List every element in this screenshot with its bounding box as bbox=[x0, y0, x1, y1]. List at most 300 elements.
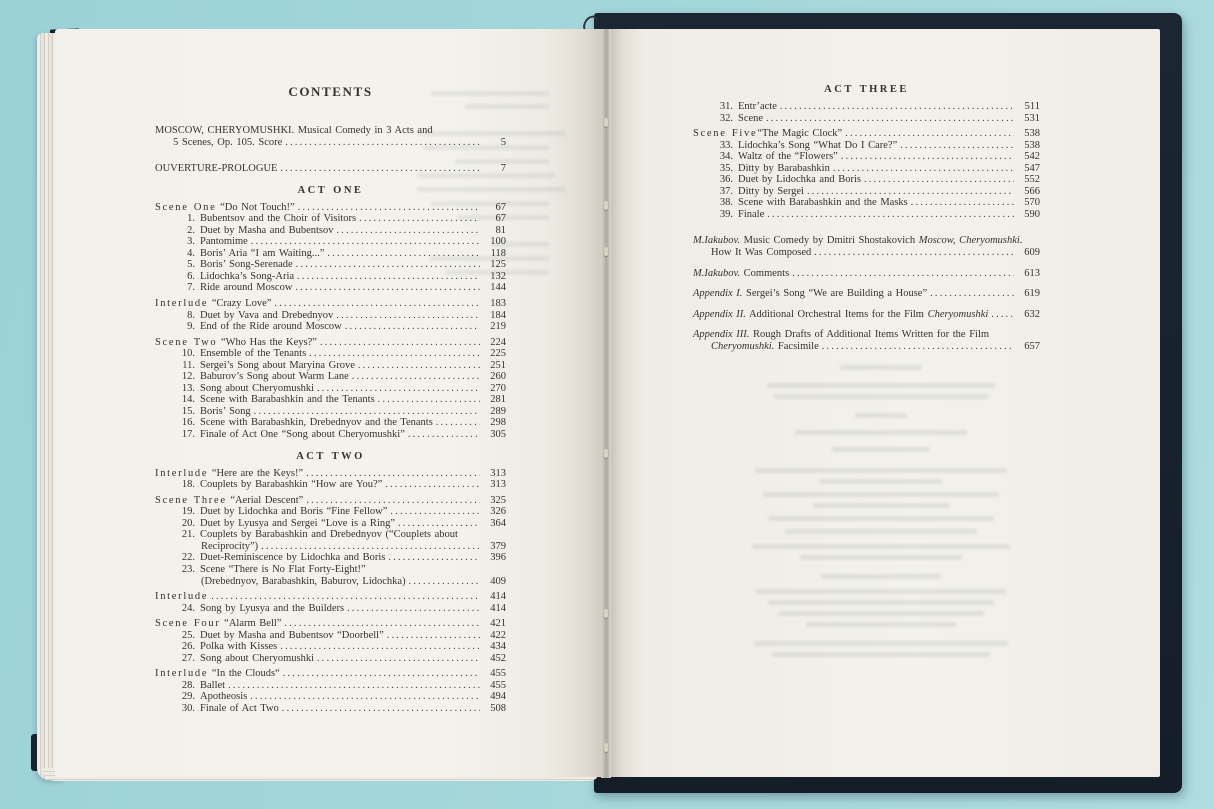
entry-title: Song by Lyusya and the Builders bbox=[200, 602, 345, 614]
item-number: 11. bbox=[182, 359, 195, 371]
show-through-line bbox=[855, 413, 907, 418]
toc-entry bbox=[693, 309, 1040, 321]
item-number: 18. bbox=[181, 479, 195, 491]
entry-title: Ditty by Barabashkin bbox=[738, 162, 830, 174]
page-number: 511 bbox=[1024, 101, 1040, 112]
dot-leader bbox=[280, 163, 480, 175]
item-number: 29. bbox=[181, 691, 195, 703]
dot-leader bbox=[298, 202, 480, 214]
page-number: 538 bbox=[1024, 139, 1040, 151]
dot-leader bbox=[845, 128, 1014, 140]
left-page bbox=[55, 29, 601, 777]
page-number: 422 bbox=[490, 629, 506, 641]
page-number: 657 bbox=[1024, 340, 1040, 352]
entry-title: Scene “There is No Flat Forty-Eight!” bbox=[200, 563, 366, 575]
toc-entry bbox=[155, 202, 506, 214]
toc-entry bbox=[693, 268, 1040, 280]
stitch-thread bbox=[604, 449, 608, 458]
dot-leader bbox=[807, 186, 1014, 198]
show-through-line bbox=[832, 447, 930, 452]
item-number: 23. bbox=[181, 563, 195, 575]
toc-item bbox=[155, 248, 506, 260]
item-number: 39. bbox=[719, 208, 733, 220]
page-number: 409 bbox=[490, 575, 506, 587]
dot-leader bbox=[285, 137, 480, 149]
dot-leader bbox=[282, 703, 480, 715]
toc-item bbox=[155, 417, 506, 429]
page-number: 552 bbox=[1024, 174, 1040, 186]
toc-item bbox=[155, 371, 506, 383]
item-number: 33. bbox=[719, 139, 733, 151]
show-through-line bbox=[820, 479, 942, 484]
toc-item bbox=[155, 641, 506, 653]
item-number: 14. bbox=[181, 394, 195, 406]
toc-item bbox=[155, 282, 506, 294]
item-number: 35. bbox=[719, 162, 733, 174]
page-number: 260 bbox=[490, 371, 506, 383]
dot-leader bbox=[345, 321, 480, 333]
show-through-line bbox=[778, 611, 984, 616]
page-number: 270 bbox=[490, 382, 506, 394]
entry-title: Boris’ Song-Serenade bbox=[200, 259, 293, 271]
stitch-thread bbox=[604, 201, 608, 210]
item-number: 22. bbox=[181, 552, 195, 564]
dot-leader bbox=[336, 310, 480, 322]
entry-title: Duet by Vava and Drebednyov bbox=[200, 309, 334, 321]
page-number: 531 bbox=[1024, 112, 1040, 124]
entry-title: Cheryomushki. Facsimile bbox=[711, 340, 819, 352]
entry-title: Duet by Masha and Bubentsov bbox=[200, 224, 334, 236]
toc-item bbox=[155, 310, 506, 322]
entry-title: Ride around Moscow bbox=[200, 282, 293, 294]
entry-title: Reciprocity”) bbox=[201, 540, 259, 552]
entry-title: Boris’ Song bbox=[200, 405, 251, 417]
page-number: 570 bbox=[1024, 197, 1040, 209]
item-number: 25. bbox=[181, 629, 195, 641]
page-number: 542 bbox=[1024, 151, 1040, 163]
page-number: 414 bbox=[490, 602, 506, 614]
dot-leader bbox=[388, 552, 480, 564]
page-number: 219 bbox=[490, 321, 506, 333]
stitch-thread bbox=[604, 247, 608, 256]
toc-entry bbox=[155, 137, 506, 149]
toc-entry bbox=[155, 591, 506, 603]
dot-leader bbox=[767, 209, 1014, 221]
entry-title: Duet by Lidochka and Boris bbox=[738, 174, 861, 186]
toc-item bbox=[155, 518, 506, 530]
page-number: 184 bbox=[490, 309, 506, 321]
entry-title: Couplets by Barabashkin “How are You?” bbox=[200, 479, 383, 491]
item-number: 8. bbox=[187, 309, 195, 321]
act-heading: ACT THREE bbox=[824, 84, 909, 95]
entry-title: Scene Three “Aerial Descent” bbox=[155, 494, 304, 506]
entry-title: Finale of Act Two bbox=[200, 702, 279, 714]
item-number: 1. bbox=[187, 213, 195, 225]
toc-item bbox=[155, 703, 506, 715]
page-number: 144 bbox=[490, 282, 506, 294]
entry-title: Duet by Lyusya and Sergei “Love is a Ring” bbox=[200, 517, 396, 529]
dot-leader bbox=[387, 630, 480, 642]
page-number: 590 bbox=[1024, 208, 1040, 220]
entry-title: Scene with Barabashkin and the Tenants bbox=[200, 394, 375, 406]
toc-item bbox=[693, 151, 1040, 163]
show-through-line bbox=[756, 589, 1006, 594]
entry-title: Apotheosis bbox=[200, 691, 248, 703]
show-through-line bbox=[754, 641, 1008, 646]
item-number: 21. bbox=[181, 529, 195, 541]
entry-title: Interlude “Crazy Love” bbox=[155, 298, 272, 310]
dot-leader bbox=[358, 360, 480, 372]
show-through-line bbox=[795, 430, 967, 435]
act-heading: ACT ONE bbox=[297, 184, 364, 196]
show-through-line bbox=[821, 574, 941, 579]
entry-title: Bubentsov and the Choir of Visitors bbox=[200, 213, 357, 225]
toc-entry bbox=[155, 468, 506, 480]
dot-leader bbox=[274, 298, 480, 310]
show-through-line bbox=[800, 555, 962, 560]
item-number: 5. bbox=[187, 259, 195, 271]
show-through-line bbox=[806, 622, 956, 627]
page-number: 421 bbox=[490, 618, 506, 630]
page-number: 613 bbox=[1024, 267, 1040, 279]
entry-title: (Drebednyov, Barabashkin, Baburov, Lidochka) bbox=[201, 575, 406, 587]
toc-entry bbox=[155, 618, 506, 630]
page-number: 298 bbox=[490, 417, 506, 429]
item-number: 10. bbox=[181, 348, 195, 360]
page-number: 67 bbox=[495, 213, 506, 225]
dot-leader bbox=[295, 282, 480, 294]
entry-title: How It Was Composed bbox=[711, 247, 812, 259]
show-through-line bbox=[774, 394, 988, 399]
stitch-thread bbox=[604, 118, 608, 127]
entry-title: Ditty by Sergei bbox=[738, 185, 804, 197]
page-number: 7 bbox=[500, 163, 506, 175]
dot-leader bbox=[297, 271, 480, 283]
entry-title: M.Iakubov. Comments bbox=[693, 267, 790, 279]
entry-title: Appendix I. Sergei’s Song “We are Building a House” bbox=[693, 288, 928, 300]
entry-title: Song about Cheryomushki bbox=[200, 652, 314, 664]
toc-item bbox=[155, 552, 506, 564]
entry-title: Sergei’s Song about Maryina Grove bbox=[200, 359, 355, 371]
page-number: 434 bbox=[490, 641, 506, 653]
page-number: 305 bbox=[490, 429, 506, 441]
entry-title: Interlude bbox=[155, 591, 209, 603]
page-number: 313 bbox=[490, 479, 506, 491]
entry-title: Interlude “In the Clouds“ bbox=[155, 668, 280, 680]
toc-item bbox=[155, 236, 506, 248]
act-heading: ACT TWO bbox=[296, 450, 365, 462]
dot-leader bbox=[822, 341, 1014, 353]
dot-leader bbox=[911, 197, 1014, 209]
toc-item bbox=[155, 479, 506, 491]
item-number: 34. bbox=[719, 151, 733, 163]
right-page bbox=[611, 29, 1160, 777]
page-number: 251 bbox=[490, 359, 506, 371]
dot-leader bbox=[900, 140, 1014, 152]
dot-leader bbox=[930, 288, 1014, 300]
toc-item bbox=[155, 603, 506, 615]
dot-leader bbox=[398, 518, 480, 530]
item-number: 7. bbox=[187, 282, 195, 294]
toc-entry bbox=[155, 668, 506, 680]
item-number: 31. bbox=[719, 101, 733, 112]
page-number: 364 bbox=[490, 517, 506, 529]
contents-right-column bbox=[693, 84, 1040, 352]
toc-entry bbox=[155, 576, 506, 588]
toc-item bbox=[693, 186, 1040, 198]
toc-entry bbox=[693, 128, 1040, 140]
page-number: 118 bbox=[490, 247, 506, 259]
page-number: 326 bbox=[490, 506, 506, 518]
entry-title: Finale of Act One “Song about Cheryomushki” bbox=[200, 429, 405, 441]
page-number: 125 bbox=[490, 259, 506, 271]
entry-title: Boris’ Aria “I am Waiting...” bbox=[200, 247, 325, 259]
dot-leader bbox=[833, 163, 1014, 175]
show-through-line bbox=[840, 365, 922, 370]
dot-leader bbox=[317, 383, 480, 395]
item-number: 27. bbox=[181, 652, 195, 664]
page-number: 289 bbox=[490, 405, 506, 417]
dot-leader bbox=[390, 506, 480, 518]
show-through-line bbox=[768, 516, 994, 521]
toc-entry bbox=[155, 125, 506, 137]
toc-item bbox=[155, 506, 506, 518]
dot-leader bbox=[336, 225, 480, 237]
entry-title: 5 Scenes, Op. 105. Score bbox=[173, 136, 283, 148]
entry-title: Scene with Barabashkin and the Masks bbox=[738, 197, 908, 209]
dot-leader bbox=[378, 394, 480, 406]
dot-leader bbox=[320, 337, 480, 349]
show-through-text-right bbox=[745, 365, 1017, 657]
dot-leader bbox=[385, 479, 480, 491]
dot-leader bbox=[250, 691, 480, 703]
entry-title: Duet by Masha and Bubentsov “Doorbell” bbox=[200, 629, 384, 641]
entry-title: Interlude “Here are the Keys!” bbox=[155, 467, 304, 479]
item-number: 20. bbox=[181, 517, 195, 529]
toc-item bbox=[155, 429, 506, 441]
entry-title: Song about Cheryomushki bbox=[200, 382, 314, 394]
entry-title: M.Iakubov. Music Comedy by Dmitri Shostakovich Moscow, Cheryomushki. bbox=[693, 235, 1023, 247]
entry-title: Lidochka’s Song “What Do I Care?” bbox=[738, 139, 898, 151]
page-number: 396 bbox=[490, 552, 506, 564]
dot-leader bbox=[766, 113, 1014, 125]
entry-title: MOSCOW, CHERYOMUSHKI. Musical Comedy in 3 Acts and bbox=[155, 125, 433, 136]
contents-heading: CONTENTS bbox=[288, 84, 373, 99]
dot-leader bbox=[327, 248, 480, 260]
dot-leader bbox=[309, 348, 480, 360]
toc-item bbox=[693, 163, 1040, 175]
page-number: 81 bbox=[495, 224, 506, 236]
book-gutter bbox=[601, 29, 611, 778]
item-number: 16. bbox=[181, 417, 195, 429]
item-number: 4. bbox=[187, 247, 195, 259]
entry-title: Ensemble of the Tenants bbox=[200, 348, 307, 360]
toc-entry bbox=[155, 337, 506, 349]
dot-leader bbox=[792, 268, 1014, 280]
dot-leader bbox=[841, 151, 1014, 163]
dot-leader bbox=[254, 406, 480, 418]
show-through-line bbox=[755, 468, 1007, 473]
dot-leader bbox=[306, 495, 480, 507]
toc-item bbox=[155, 630, 506, 642]
stitch-thread bbox=[604, 743, 608, 752]
item-number: 2. bbox=[187, 224, 195, 236]
toc-item bbox=[155, 225, 506, 237]
page-number: 379 bbox=[490, 540, 506, 552]
toc-item bbox=[155, 406, 506, 418]
toc-item bbox=[155, 529, 506, 541]
entry-title: Scene Two “Who Has the Keys?” bbox=[155, 336, 317, 348]
toc-item bbox=[155, 360, 506, 372]
entry-title: Lidochka’s Song-Aria bbox=[200, 270, 295, 282]
entry-title: Scene with Barabashkin, Drebednyov and the Tenants bbox=[200, 417, 433, 429]
toc-item bbox=[155, 680, 506, 692]
dot-leader bbox=[261, 541, 480, 553]
toc-item bbox=[155, 394, 506, 406]
toc-entry bbox=[155, 298, 506, 310]
toc-item bbox=[155, 691, 506, 703]
toc-item bbox=[155, 259, 506, 271]
entry-title: Scene Five“The Magic Clock” bbox=[693, 128, 843, 140]
dot-leader bbox=[780, 101, 1014, 113]
dot-leader bbox=[211, 591, 480, 603]
toc-item bbox=[693, 209, 1040, 221]
toc-item bbox=[693, 197, 1040, 209]
item-number: 19. bbox=[181, 506, 195, 518]
page-number: 455 bbox=[490, 679, 506, 691]
page-number: 224 bbox=[490, 336, 506, 348]
page-number: 183 bbox=[490, 298, 506, 310]
entry-title: Duet by Lidochka and Boris “Fine Fellow” bbox=[200, 506, 388, 518]
entry-title: Entr’acte bbox=[738, 101, 777, 112]
item-number: 30. bbox=[181, 702, 195, 714]
dot-leader bbox=[251, 236, 480, 248]
page-number: 508 bbox=[490, 702, 506, 714]
toc-entry bbox=[693, 247, 1040, 259]
page-number: 547 bbox=[1024, 162, 1040, 174]
entry-title: Duet-Reminiscence by Lidochka and Boris bbox=[200, 552, 386, 564]
toc-item bbox=[155, 383, 506, 395]
item-number: 38. bbox=[719, 197, 733, 209]
page-number: 132 bbox=[490, 270, 506, 282]
entry-title: Ballet bbox=[200, 679, 226, 691]
toc-item bbox=[693, 113, 1040, 125]
show-through-line bbox=[772, 652, 990, 657]
item-number: 3. bbox=[187, 236, 195, 248]
dot-leader bbox=[991, 309, 1014, 321]
entry-title: Appendix II. Additional Orchestral Items for the Film Cheryomushki bbox=[693, 308, 989, 320]
toc-item bbox=[693, 174, 1040, 186]
toc-entry bbox=[155, 163, 506, 175]
dot-leader bbox=[280, 641, 480, 653]
page-number: 100 bbox=[490, 236, 506, 248]
dot-leader bbox=[352, 371, 480, 383]
toc-entry bbox=[693, 329, 1040, 341]
item-number: 17. bbox=[181, 429, 195, 441]
show-through-line bbox=[752, 544, 1010, 549]
show-through-line bbox=[785, 529, 977, 534]
entry-title: Finale bbox=[738, 208, 765, 220]
toc-item bbox=[693, 101, 1040, 113]
item-number: 32. bbox=[719, 112, 733, 124]
entry-title: Couplets by Barabashkin and Drebednyov (“Couplets about bbox=[200, 529, 458, 541]
show-through-line bbox=[763, 492, 999, 497]
item-number: 12. bbox=[181, 371, 195, 383]
page-number: 67 bbox=[495, 201, 506, 213]
toc-item bbox=[155, 564, 506, 576]
toc-entry bbox=[693, 288, 1040, 300]
toc-item bbox=[155, 271, 506, 283]
dot-leader bbox=[296, 259, 480, 271]
page-number: 632 bbox=[1024, 308, 1040, 320]
contents-left-column bbox=[155, 84, 506, 715]
dot-leader bbox=[409, 576, 480, 588]
dot-leader bbox=[347, 603, 480, 615]
toc-item bbox=[155, 321, 506, 333]
entry-title: Pantomime bbox=[200, 236, 248, 248]
page-number: 225 bbox=[490, 348, 506, 360]
show-through-line bbox=[813, 503, 949, 508]
item-number: 28. bbox=[181, 679, 195, 691]
page-number: 494 bbox=[490, 691, 506, 703]
toc-entry bbox=[155, 495, 506, 507]
entry-title: End of the Ride around Moscow bbox=[200, 321, 342, 333]
item-number: 24. bbox=[181, 602, 195, 614]
item-number: 37. bbox=[719, 185, 733, 197]
dot-leader bbox=[284, 618, 480, 630]
entry-title: Polka with Kisses bbox=[200, 641, 278, 653]
item-number: 36. bbox=[719, 174, 733, 186]
dot-leader bbox=[283, 668, 480, 680]
toc-item bbox=[155, 213, 506, 225]
dot-leader bbox=[436, 417, 480, 429]
stitch-thread bbox=[604, 609, 608, 618]
entry-title: OUVERTURE-PROLOGUE bbox=[155, 163, 278, 175]
item-number: 15. bbox=[181, 405, 195, 417]
toc-item bbox=[155, 348, 506, 360]
toc-entry bbox=[693, 341, 1040, 353]
page-number: 609 bbox=[1024, 247, 1040, 259]
toc-item bbox=[155, 653, 506, 665]
show-through-line bbox=[767, 383, 995, 388]
show-through-line bbox=[768, 600, 994, 605]
dot-leader bbox=[317, 653, 480, 665]
toc-entry bbox=[693, 235, 1040, 247]
toc-item bbox=[693, 140, 1040, 152]
item-number: 13. bbox=[181, 382, 195, 394]
page-number: 281 bbox=[490, 394, 506, 406]
entry-title: Appendix III. Rough Drafts of Additional Items Written for the Film bbox=[693, 329, 990, 341]
item-number: 26. bbox=[181, 641, 195, 653]
dot-leader bbox=[306, 468, 480, 480]
page-number: 313 bbox=[490, 467, 506, 479]
page-number: 619 bbox=[1024, 288, 1040, 300]
page-number: 414 bbox=[490, 591, 506, 603]
page-number: 455 bbox=[490, 668, 506, 680]
item-number: 6. bbox=[187, 270, 195, 282]
page-number: 452 bbox=[490, 652, 506, 664]
entry-title: Scene bbox=[738, 112, 764, 124]
dot-leader bbox=[864, 174, 1014, 186]
entry-title: Waltz of the “Flowers” bbox=[738, 151, 838, 163]
dot-leader bbox=[408, 429, 480, 441]
toc-entry bbox=[155, 541, 506, 553]
entry-title: Scene Four “Alarm Bell” bbox=[155, 618, 282, 630]
item-number: 9. bbox=[187, 321, 195, 333]
page-number: 538 bbox=[1024, 128, 1040, 140]
entry-title: Baburov’s Song about Warm Lane bbox=[200, 371, 349, 383]
dot-leader bbox=[228, 680, 480, 692]
